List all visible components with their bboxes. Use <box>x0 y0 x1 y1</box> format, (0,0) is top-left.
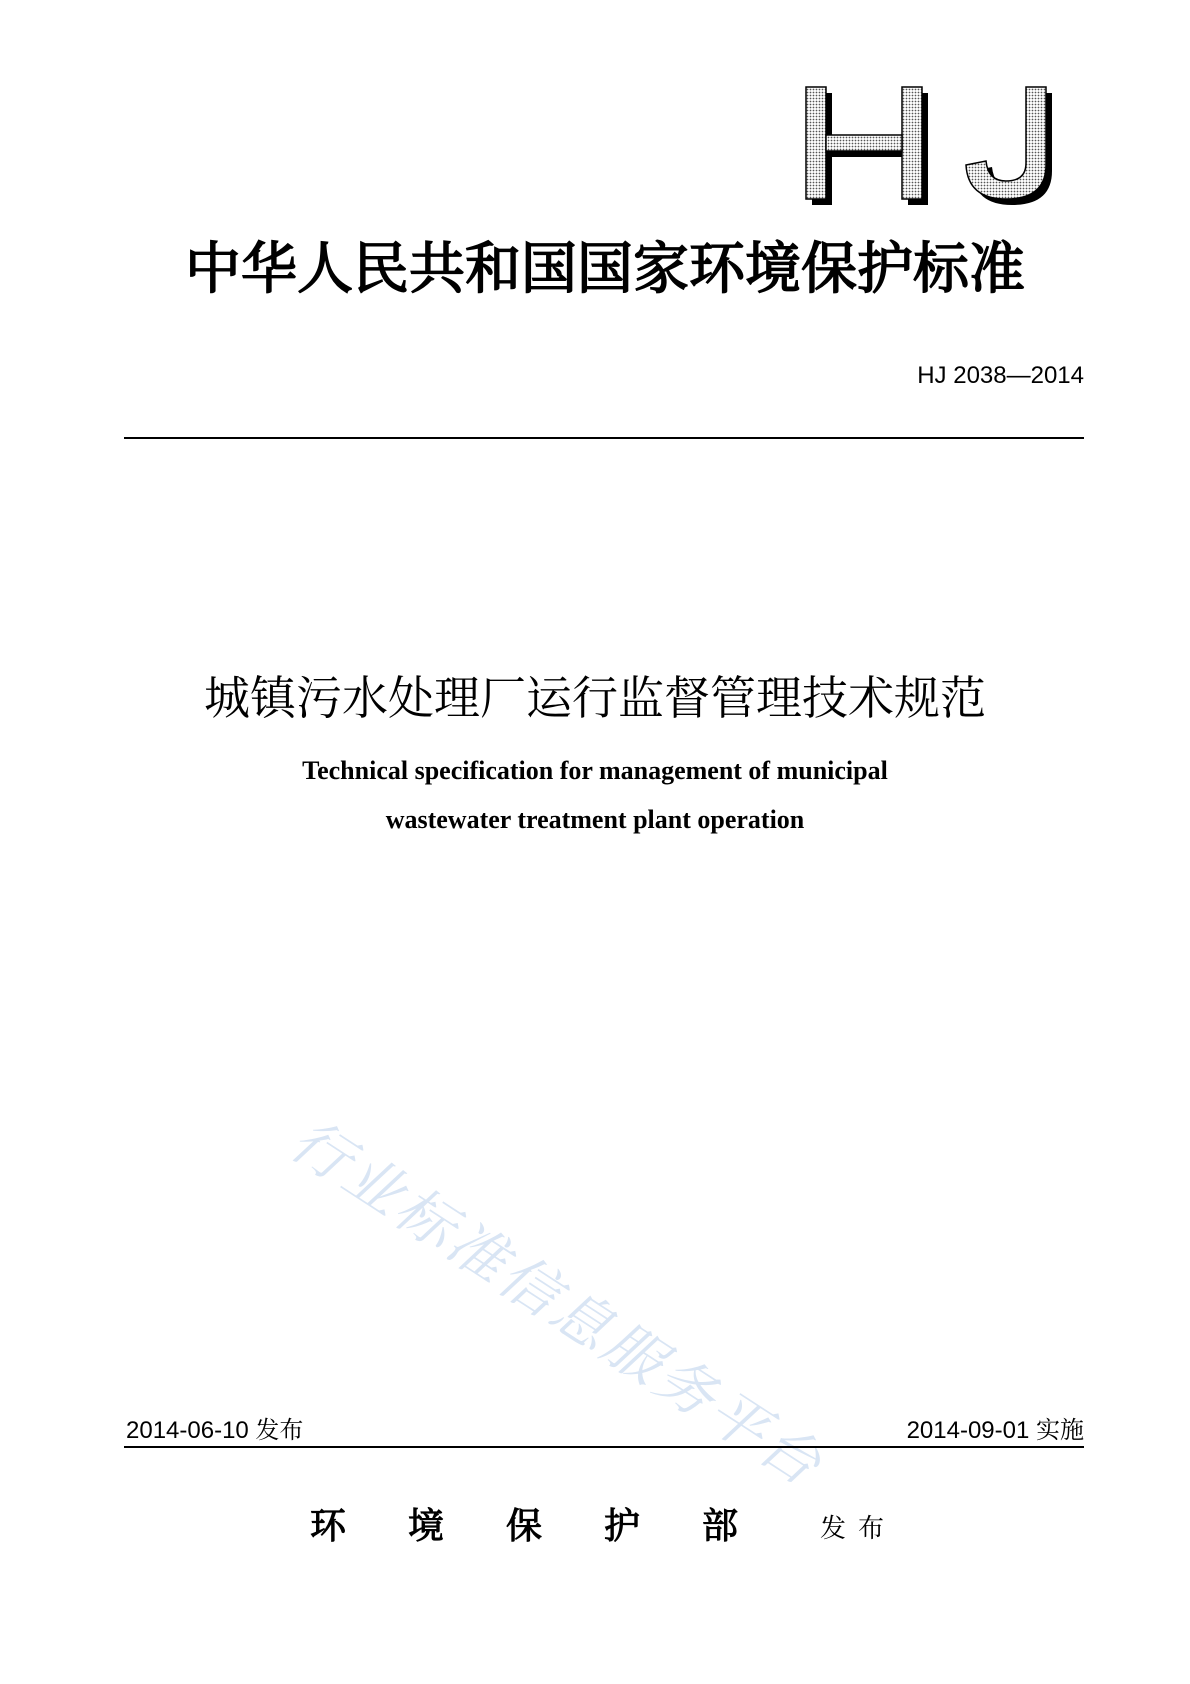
top-divider <box>124 437 1084 439</box>
standard-title: 中华人民共和国国家环境保护标准 <box>185 236 1025 302</box>
document-title-en-line2: wastewater treatment plant operation <box>385 805 805 834</box>
document-title-cn: 城镇污水处理厂运行监督管理技术规范 <box>204 671 986 725</box>
document-title-en-line1: Technical specification for management of municipal <box>302 756 888 785</box>
issue-date: 2014-06-10 发布 <box>126 1417 304 1444</box>
standard-number: HJ 2038—2014 <box>917 362 1084 389</box>
bottom-divider <box>124 1446 1084 1448</box>
watermark: 行业标准信息服务平台 <box>278 1105 836 1501</box>
hj-logo <box>800 85 1060 210</box>
publish-word: 发布 <box>820 1514 897 1544</box>
publisher: 环境保护部 <box>310 1505 801 1547</box>
implementation-date: 2014-09-01 实施 <box>906 1417 1084 1444</box>
